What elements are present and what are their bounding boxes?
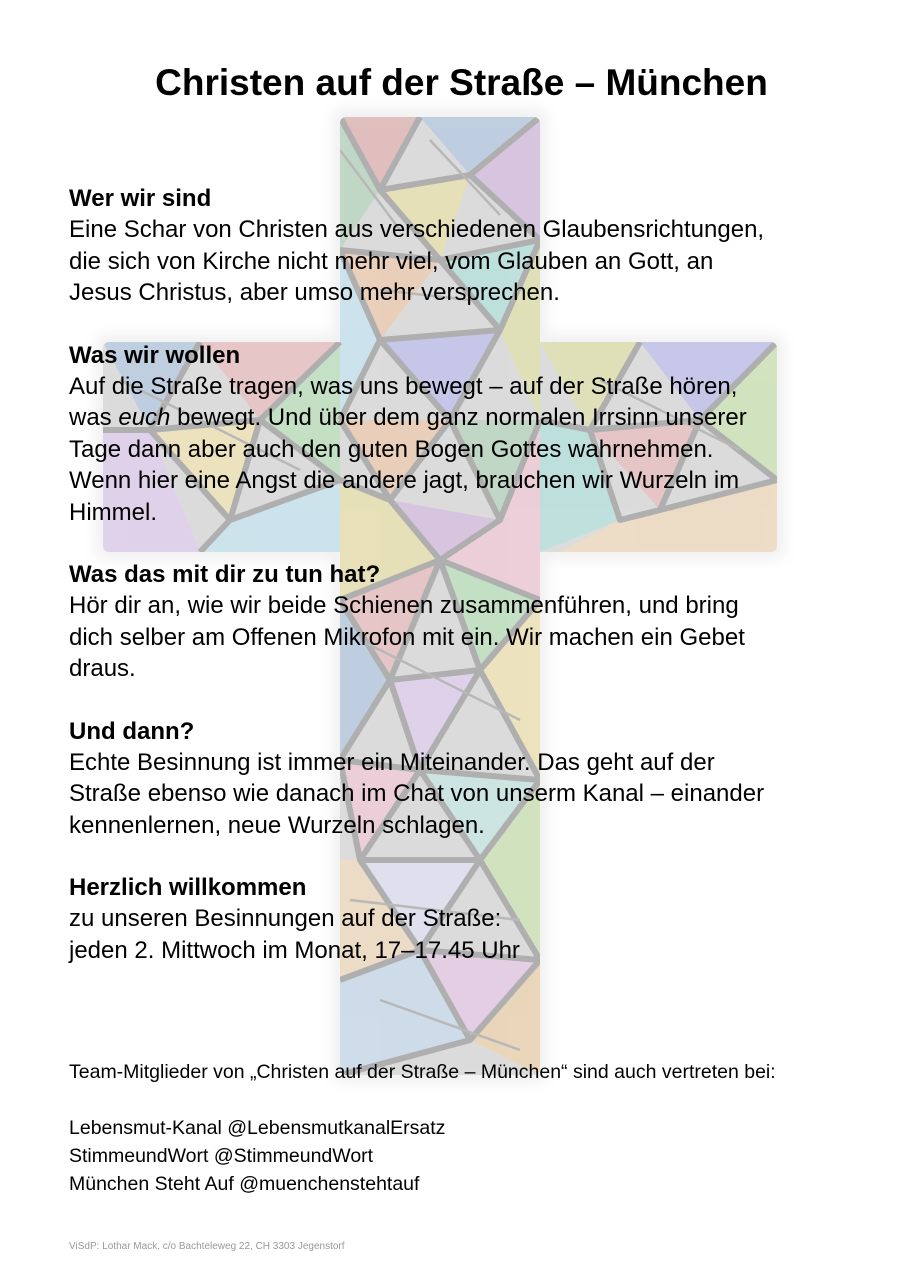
section-and-then — [69, 716, 869, 842]
emphasis-euch: euch — [118, 404, 171, 431]
section-heading: Und dann? — [69, 717, 195, 745]
body-line: Wenn hier eine Angst die andere jagt, brauchen wir Wurzeln im — [69, 467, 740, 494]
channel-lebensmut: Lebensmut-Kanal @LebensmutkanalErsatz — [69, 1117, 446, 1139]
section-body — [69, 214, 869, 309]
section-heading: Was wir wollen — [69, 341, 241, 369]
channel-stimmeundwort: StimmeundWort @StimmeundWort — [69, 1145, 374, 1167]
section-welcome — [69, 872, 869, 966]
imprint-visdp: ViSdP: Lothar Mack, c/o Bachteleweg 22, CH 3303 Jegenstorf — [69, 1241, 345, 1252]
body-line: draus. — [69, 655, 136, 682]
body-line: Echte Besinnung ist immer ein Miteinander. Das geht auf der — [69, 748, 715, 776]
flyer-content — [69, 183, 869, 997]
schedule-line: jeden 2. Mittwoch im Monat, 17–17.45 Uhr — [69, 936, 520, 964]
body-line: dich selber am Offenen Mikrofon mit ein. Wir machen ein Gebet — [69, 623, 745, 651]
section-heading: Herzlich willkommen — [69, 874, 307, 901]
section-heading: Was das mit dir zu tun hat? — [69, 561, 381, 588]
body-line: die sich von Kirche nicht mehr viel, vom Glauben an Gott, an — [69, 247, 714, 275]
section-body — [69, 747, 869, 842]
body-line: Jesus Christus, aber umso mehr versprechen. — [69, 279, 560, 306]
section-heading: Wer wir sind — [69, 185, 212, 212]
section-body — [69, 590, 869, 685]
body-line: Auf die Straße tragen, was uns bewegt – auf der Straße hören, — [69, 372, 738, 400]
body-line: Himmel. — [69, 498, 157, 526]
body-line: Straße ebenso wie danach im Chat von unserm Kanal – einander — [69, 780, 765, 807]
page-title: Christen auf der Straße – München — [155, 62, 768, 103]
section-what-we-want — [69, 340, 869, 529]
body-line: Tage dann aber auch den guten Bogen Gottes wahrnehmen. — [69, 435, 714, 463]
section-body — [69, 371, 869, 529]
team-members-block — [69, 1058, 889, 1198]
section-what-it-has-to-do-with-you — [69, 559, 869, 685]
body-line: kennenlernen, neue Wurzeln schlagen. — [69, 811, 485, 839]
section-who-we-are — [69, 183, 869, 309]
body-line-part: bewegt. Und über dem ganz normalen Irrsinn unserer — [170, 404, 747, 431]
body-line-part: was — [69, 404, 119, 431]
body-line: Hör dir an, wie wir beide Schienen zusammenführen, und bring — [69, 592, 739, 619]
channel-muenchen-steht-auf: München Steht Auf @muenchenstehtauf — [69, 1173, 420, 1195]
team-intro: Team-Mitglieder von „Christen auf der Straße – München“ sind auch vertreten bei: — [69, 1061, 776, 1083]
section-body — [69, 903, 869, 966]
body-line: Eine Schar von Christen aus verschiedenen Glaubensrichtungen, — [69, 216, 765, 243]
body-line: zu unseren Besinnungen auf der Straße: — [69, 905, 502, 932]
